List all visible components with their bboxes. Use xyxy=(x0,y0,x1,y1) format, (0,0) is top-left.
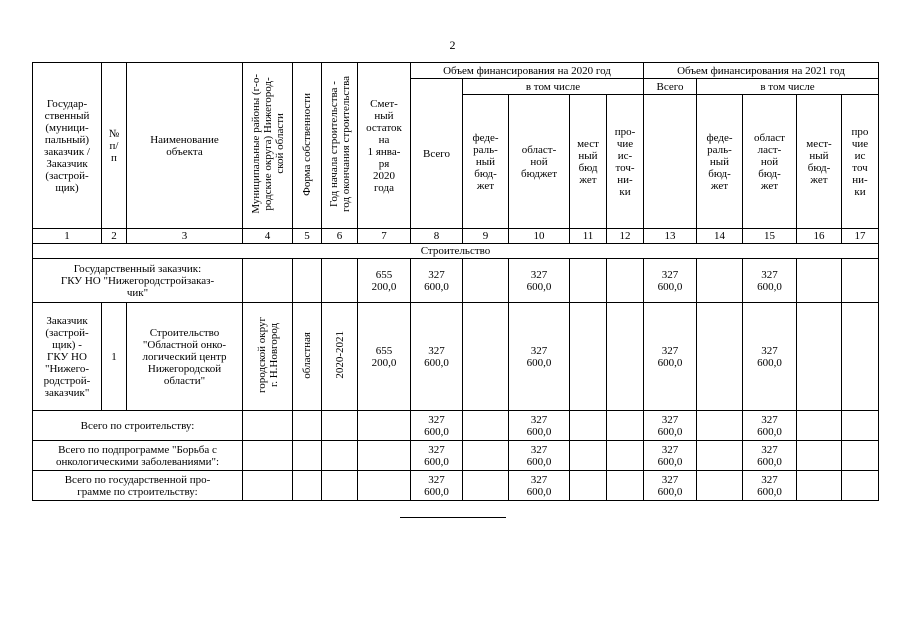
col-number: 1 xyxy=(33,229,102,244)
object-num: 1 xyxy=(102,303,127,411)
object-customer: Заказчик (застрой- щик) - ГКУ НО "Нижего- родстрой- заказчик" xyxy=(33,303,102,411)
total-label: Всего по государственной про- грамме по строительству: xyxy=(33,471,243,501)
empty-cell xyxy=(797,411,842,441)
header-federal-2020: феде- раль- ный бюд- жет xyxy=(463,95,509,229)
empty-cell xyxy=(243,441,293,471)
header-total-2021-blank xyxy=(644,95,697,229)
regional-2020-value: 327 600,0 xyxy=(509,441,570,471)
empty-cell xyxy=(570,441,607,471)
col-number: 2 xyxy=(102,229,127,244)
regional-2021-value: 327 600,0 xyxy=(743,471,797,501)
total-2021-value: 327 600,0 xyxy=(644,441,697,471)
financing-table xyxy=(32,62,879,501)
header-estimate: Смет- ный остаток на 1 янва- ря 2020 года xyxy=(358,63,411,229)
page-number: 2 xyxy=(449,38,456,52)
total-row-subprogram xyxy=(33,441,879,471)
empty-cell xyxy=(570,411,607,441)
regional-2021-value: 327 600,0 xyxy=(743,441,797,471)
empty-cell xyxy=(358,441,411,471)
empty-cell xyxy=(293,259,322,303)
empty-cell xyxy=(322,441,358,471)
regional-2020-value: 327 600,0 xyxy=(509,471,570,501)
col-number: 11 xyxy=(570,229,607,244)
col-number: 9 xyxy=(463,229,509,244)
empty-cell xyxy=(463,471,509,501)
header-including-2020: в том числе xyxy=(463,79,644,95)
total-2020-value: 327 600,0 xyxy=(411,471,463,501)
col-number: 8 xyxy=(411,229,463,244)
empty-cell xyxy=(243,411,293,441)
header-total-2020: Всего xyxy=(411,79,463,229)
header-num: № п/ п xyxy=(102,63,127,229)
object-name: Строительство "Областной онко- логический центр Нижегородской области" xyxy=(127,303,243,411)
empty-cell xyxy=(697,259,743,303)
header-local-2021: мест- ный бюд- жет xyxy=(797,95,842,229)
empty-cell xyxy=(607,441,644,471)
regional-2021-value: 327 600,0 xyxy=(743,411,797,441)
header-object-name: Наименование объекта xyxy=(127,63,243,229)
empty-cell xyxy=(842,303,879,411)
object-ownership: областная xyxy=(293,303,322,411)
col-number: 15 xyxy=(743,229,797,244)
header-ownership: Форма собственности xyxy=(293,63,322,229)
empty-cell xyxy=(842,259,879,303)
total-label: Всего по подпрограмме "Борьба с онкологическими заболеваниями": xyxy=(33,441,243,471)
col-number: 6 xyxy=(322,229,358,244)
total-2021-value: 327 600,0 xyxy=(644,303,697,411)
object-row xyxy=(33,303,879,411)
footer-divider xyxy=(400,517,506,518)
object-years: 2020-2021 xyxy=(322,303,358,411)
empty-cell xyxy=(293,411,322,441)
header-regional-2020: област- ной бюджет xyxy=(509,95,570,229)
empty-cell xyxy=(842,411,879,441)
header-districts: Муниципальные районы (г-о- родские округа) Нижегород- ской области xyxy=(243,63,293,229)
total-label: Всего по строительству: xyxy=(33,411,243,441)
header-other-2021: про чие ис точ ни- ки xyxy=(842,95,879,229)
regional-2021-value: 327 600,0 xyxy=(743,303,797,411)
empty-cell xyxy=(697,471,743,501)
empty-cell xyxy=(797,303,842,411)
empty-cell xyxy=(607,303,644,411)
object-district: городской округ г. Н.Новгород xyxy=(243,303,293,411)
empty-cell xyxy=(570,471,607,501)
header-years: Год начала строительства - год окончания строительства xyxy=(322,63,358,229)
empty-cell xyxy=(607,259,644,303)
regional-2021-value: 327 600,0 xyxy=(743,259,797,303)
regional-2020-value: 327 600,0 xyxy=(509,259,570,303)
state-customer-row xyxy=(33,259,879,303)
header-including-2021: в том числе xyxy=(697,79,879,95)
empty-cell xyxy=(607,411,644,441)
empty-cell xyxy=(243,259,293,303)
header-local-2020: мест ный бюд жет xyxy=(570,95,607,229)
empty-cell xyxy=(358,471,411,501)
empty-cell xyxy=(463,411,509,441)
empty-cell xyxy=(697,441,743,471)
empty-cell xyxy=(293,441,322,471)
col-number: 3 xyxy=(127,229,243,244)
total-row-program xyxy=(33,471,879,501)
header-regional-2021: област ласт- ной бюд- жет xyxy=(743,95,797,229)
empty-cell xyxy=(797,259,842,303)
empty-cell xyxy=(463,303,509,411)
total-2021-value: 327 600,0 xyxy=(644,471,697,501)
empty-cell xyxy=(797,441,842,471)
empty-cell xyxy=(570,303,607,411)
empty-cell xyxy=(842,441,879,471)
empty-cell xyxy=(797,471,842,501)
total-2020-value: 327 600,0 xyxy=(411,303,463,411)
empty-cell xyxy=(607,471,644,501)
col-number: 13 xyxy=(644,229,697,244)
empty-cell xyxy=(697,303,743,411)
state-customer-label: Государственный заказчик: ГКУ НО "Нижегородстройзаказ- чик" xyxy=(33,259,243,303)
regional-2020-value: 327 600,0 xyxy=(509,303,570,411)
empty-cell xyxy=(463,259,509,303)
estimate-value: 655 200,0 xyxy=(358,303,411,411)
empty-cell xyxy=(358,411,411,441)
empty-cell xyxy=(322,259,358,303)
col-number: 4 xyxy=(243,229,293,244)
regional-2020-value: 327 600,0 xyxy=(509,411,570,441)
total-2021-value: 327 600,0 xyxy=(644,259,697,303)
empty-cell xyxy=(322,411,358,441)
col-number: 17 xyxy=(842,229,879,244)
empty-cell xyxy=(322,471,358,501)
column-numbers-row xyxy=(33,229,879,244)
section-title: Строительство xyxy=(33,244,879,259)
empty-cell xyxy=(570,259,607,303)
total-2020-value: 327 600,0 xyxy=(411,441,463,471)
total-2021-value: 327 600,0 xyxy=(644,411,697,441)
empty-cell xyxy=(293,471,322,501)
header-fin-2021: Объем финансирования на 2021 год xyxy=(644,63,879,79)
col-number: 10 xyxy=(509,229,570,244)
col-number: 16 xyxy=(797,229,842,244)
total-2020-value: 327 600,0 xyxy=(411,411,463,441)
col-number: 14 xyxy=(697,229,743,244)
empty-cell xyxy=(243,471,293,501)
header-other-2020: про- чие ис- точ- ни- ки xyxy=(607,95,644,229)
header-customer: Государ- ственный (муници- пальный) заказчик / Заказчик (застрой- щик) xyxy=(33,63,102,229)
header-fin-2020: Объем финансирования на 2020 год xyxy=(411,63,644,79)
header-total-2021: Всего xyxy=(644,79,697,95)
col-number: 12 xyxy=(607,229,644,244)
total-2020-value: 327 600,0 xyxy=(411,259,463,303)
header-federal-2021: феде- раль- ный бюд- жет xyxy=(697,95,743,229)
total-row-construction xyxy=(33,411,879,441)
col-number: 5 xyxy=(293,229,322,244)
empty-cell xyxy=(842,471,879,501)
empty-cell xyxy=(697,411,743,441)
empty-cell xyxy=(463,441,509,471)
estimate-value: 655 200,0 xyxy=(358,259,411,303)
col-number: 7 xyxy=(358,229,411,244)
